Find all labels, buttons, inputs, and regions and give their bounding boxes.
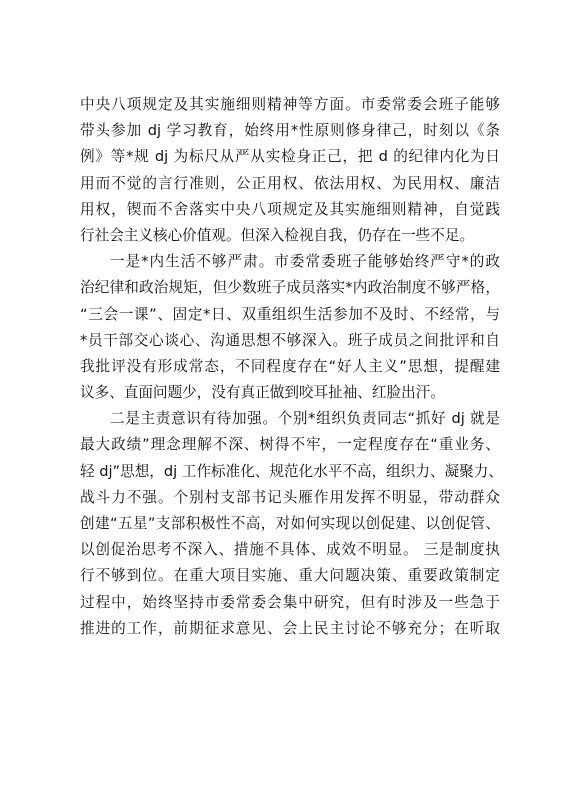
text-line: 战斗力不强。个别村支部书记头雁作用发挥不明显，带动群众 (80, 488, 500, 506)
text-line: 例》等*规 dj 为标尺从严从实检身正己，把 d 的纪律内化为日 (80, 148, 500, 166)
text-line: 用权，锲而不舍落实中央八项规定及其实施细则精神，自觉践 (80, 200, 500, 218)
text-line: 中央八项规定及其实施细则精神等方面。市委常委会班子能够 (80, 96, 500, 113)
paragraph-start-line: 二是主责意识有待加强。个别*组织负责同志“抓好 dj 就是 (110, 410, 500, 428)
text-line: 以创促治思考不深入、措施不具体、成效不明显。 三是制度执 (80, 541, 500, 559)
text-line: “三会一课”、固定*日、双重组织生活参加不及时、不经常，与 (80, 305, 500, 323)
text-line: 我批评没有形成常态，不同程度存在“好人主义”思想，提醒建 (80, 357, 500, 375)
text-line: 行不够到位。在重大项目实施、重大问题决策、重要政策制定 (80, 567, 500, 585)
text-line: 用而不觉的言行准则，公正用权、依法用权、为民用权、廉洁 (80, 174, 500, 192)
paragraph-start-line: 一是*内生活不够严肃。市委常委班子能够始终严守*的政 (110, 253, 500, 271)
body-text (80, 92, 503, 642)
text-line: 最大政绩”理念理解不深、树得不牢，一定程度存在“重业务、 (80, 436, 500, 454)
text-line: 议多、直面问题少，没有真正做到咬耳扯袖、红脸出汗。 (80, 384, 445, 402)
text-line: 轻 dj”思想，dj 工作标准化、规范化水平不高，组织力、凝聚力、 (80, 462, 503, 480)
text-line: 过程中，始终坚持市委常委会集中研究，但有时涉及一些急于 (80, 593, 500, 611)
text-line: 治纪律和政治规矩，但少数班子成员落实*内政治制度不够严格， (80, 279, 500, 297)
text-line: *员干部交心谈心、沟通思想不够深入。班子成员之间批评和自 (80, 331, 500, 349)
text-line: 行社会主义核心价值观。但深入检视自我，仍存在一些不足。 (80, 226, 475, 244)
text-line: 推进的工作，前期征求意见、会上民主讨论不够充分；在听取 (80, 619, 500, 637)
text-line: 带头参加 dj 学习教育，始终用*性原则修身律己，时刻以《条 (80, 122, 500, 140)
text-line: 创建“五星”支部积极性不高，对如何实现以创促建、以创促管、 (80, 515, 500, 532)
